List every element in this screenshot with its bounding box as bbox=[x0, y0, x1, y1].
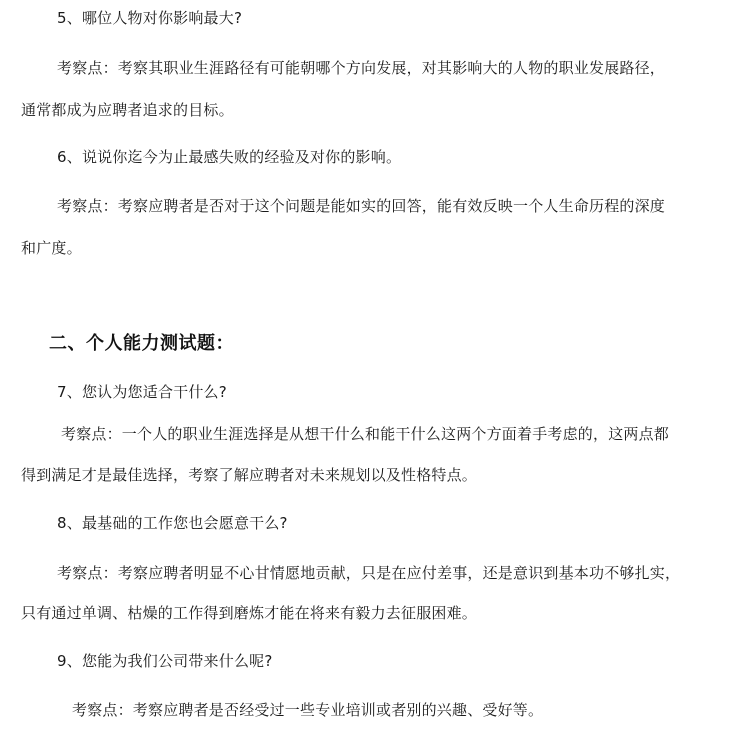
answer-7-line-1: 考察点：一个人的职业生涯选择是从想干什么和能干什么这两个方面着手考虑的，这两点都 bbox=[61, 425, 670, 443]
answer-9-line-1: 考察点：考察应聘者是否经受过一些专业培训或者别的兴趣、受好等。 bbox=[72, 701, 544, 719]
answer-7-line-2: 得到满足才是最佳选择，考察了解应聘者对未来规划以及性格特点。 bbox=[21, 466, 478, 484]
answer-5-line-1: 考察点：考察其职业生涯路径有可能朝哪个方向发展，对其影响大的人物的职业发展路径， bbox=[57, 59, 666, 77]
answer-5-line-2: 通常都成为应聘者追求的目标。 bbox=[21, 101, 234, 119]
answer-8-line-1: 考察点：考察应聘者明显不心甘情愿地贡献，只是在应付差事，还是意识到基本功不够扎实， bbox=[57, 564, 681, 582]
question-6: 6、说说你迄今为止最感失败的经验及对你的影响。 bbox=[57, 148, 402, 166]
question-9: 9、您能为我们公司带来什么呢? bbox=[57, 652, 273, 670]
answer-6-line-1: 考察点：考察应聘者是否对于这个问题是能如实的回答，能有效反映一个人生命历程的深度 bbox=[57, 197, 666, 215]
answer-8-line-2: 只有通过单调、枯燥的工作得到磨炼才能在将来有毅力去征服困难。 bbox=[21, 604, 478, 622]
question-7: 7、您认为您适合干什么? bbox=[57, 383, 227, 401]
question-5: 5、哪位人物对你影响最大? bbox=[57, 9, 243, 27]
answer-6-line-2: 和广度。 bbox=[21, 239, 82, 257]
question-8: 8、最基础的工作您也会愿意干么? bbox=[57, 514, 288, 532]
section-heading-ability-test: 二、个人能力测试题： bbox=[49, 333, 234, 354]
